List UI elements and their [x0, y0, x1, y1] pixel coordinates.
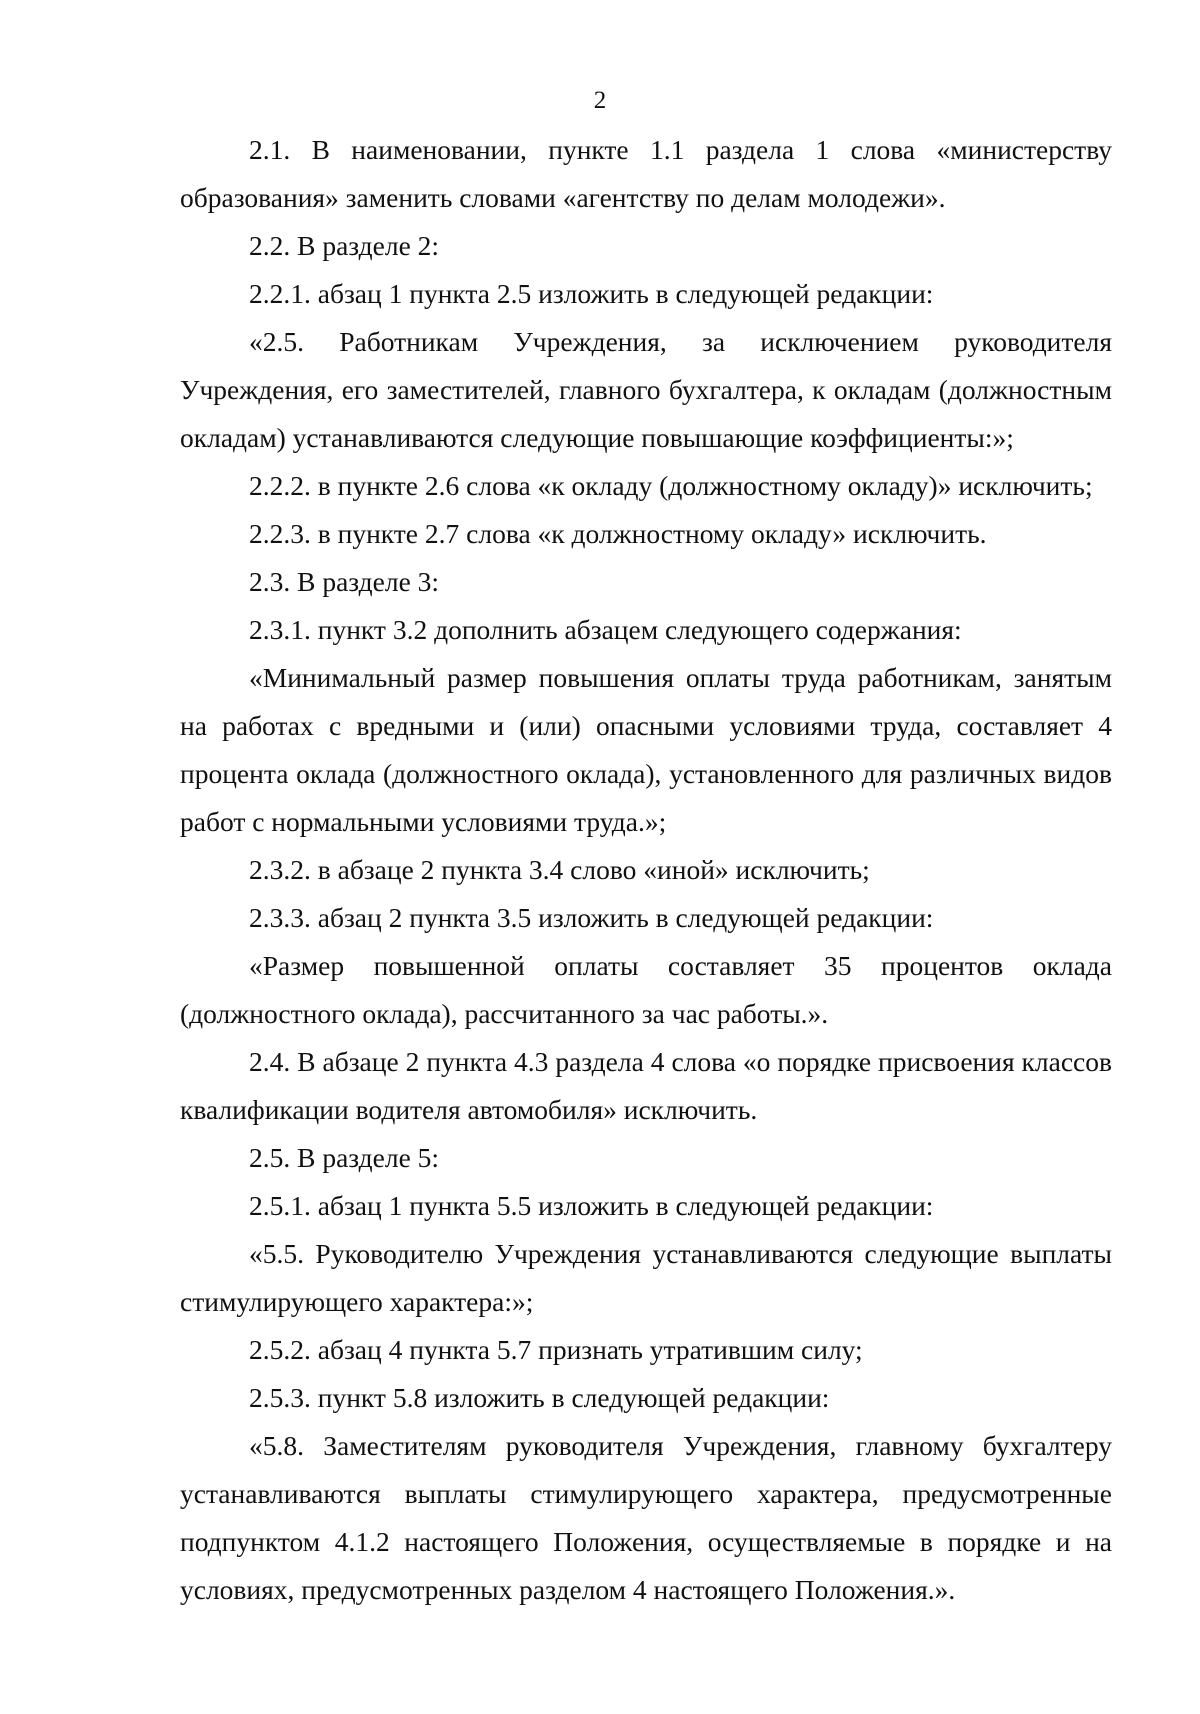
paragraph-2-5: 2.5. В разделе 5: [249, 1142, 440, 1173]
paragraph-2-3: 2.3. В разделе 3: [249, 566, 440, 597]
paragraph-2-2-2: 2.2.2. в пункте 2.6 слова «к окладу (должностному окладу)» исключить; [249, 470, 1093, 501]
paragraph-quote-5-5: «5.5. Руководителю Учреждения устанавливаются следующие выплаты стимулирующего характера:»; [180, 1238, 1112, 1317]
paragraph-2-4: 2.4. В абзаце 2 пункта 4.3 раздела 4 слова «о порядке присвоения классов квалификации водителя автомобиля» исключить. [180, 1046, 1112, 1125]
paragraph-2-2: 2.2. В разделе 2: [249, 230, 440, 261]
document-body [180, 126, 1112, 1614]
paragraph-quote-2-5: «2.5. Работникам Учреждения, за исключением руководителя Учреждения, его заместителей, главного бухгалтера, к окладам (должностным окладам) устанавливаются следующие повышающие коэффициенты:»; [180, 326, 1112, 453]
paragraph-2-5-1: 2.5.1. абзац 1 пункта 5.5 изложить в следующей редакции: [249, 1190, 934, 1221]
paragraph-2-3-1: 2.3.1. пункт 3.2 дополнить абзацем следующего содержания: [249, 614, 962, 645]
paragraph-quote-5-8: «5.8. Заместителям руководителя Учреждения, главному бухгалтеру устанавливаются выплаты стимулирующего характера, предусмотренные подпунктом 4.1.2 настоящего Положения, осуществляемые в порядке и на условиях, предусмотренных разделом 4 настоящего Положения.». [180, 1430, 1112, 1605]
paragraph-2-3-2: 2.3.2. в абзаце 2 пункта 3.4 слово «иной» исключить; [249, 854, 870, 885]
paragraph-2-2-1: 2.2.1. абзац 1 пункта 2.5 изложить в следующей редакции: [249, 278, 934, 309]
paragraph-2-5-2: 2.5.2. абзац 4 пункта 5.7 признать утратившим силу; [249, 1334, 863, 1365]
page-number: 2 [593, 87, 607, 114]
paragraph-2-3-3: 2.3.3. абзац 2 пункта 3.5 изложить в следующей редакции: [249, 902, 934, 933]
paragraph-2-2-3: 2.2.3. в пункте 2.7 слова «к должностному окладу» исключить. [249, 518, 987, 549]
paragraph-quote-minimum-pay: «Минимальный размер повышения оплаты труда работникам, занятым на работах с вредными и (или) опасными условиями труда, составляет 4 процента оклада (должностного оклада), установленного для различных видов работ с нормальными условиями труда.»; [180, 662, 1112, 837]
paragraph-2-1: 2.1. В наименовании, пункте 1.1 раздела 1 слова «министерству образования» заменить словами «агентству по делам молодежи». [180, 134, 1112, 213]
paragraph-2-5-3: 2.5.3. пункт 5.8 изложить в следующей редакции: [249, 1382, 830, 1413]
paragraph-quote-increased-pay: «Размер повышенной оплаты составляет 35 процентов оклада (должностного оклада), рассчитанного за час работы.». [180, 950, 1112, 1029]
